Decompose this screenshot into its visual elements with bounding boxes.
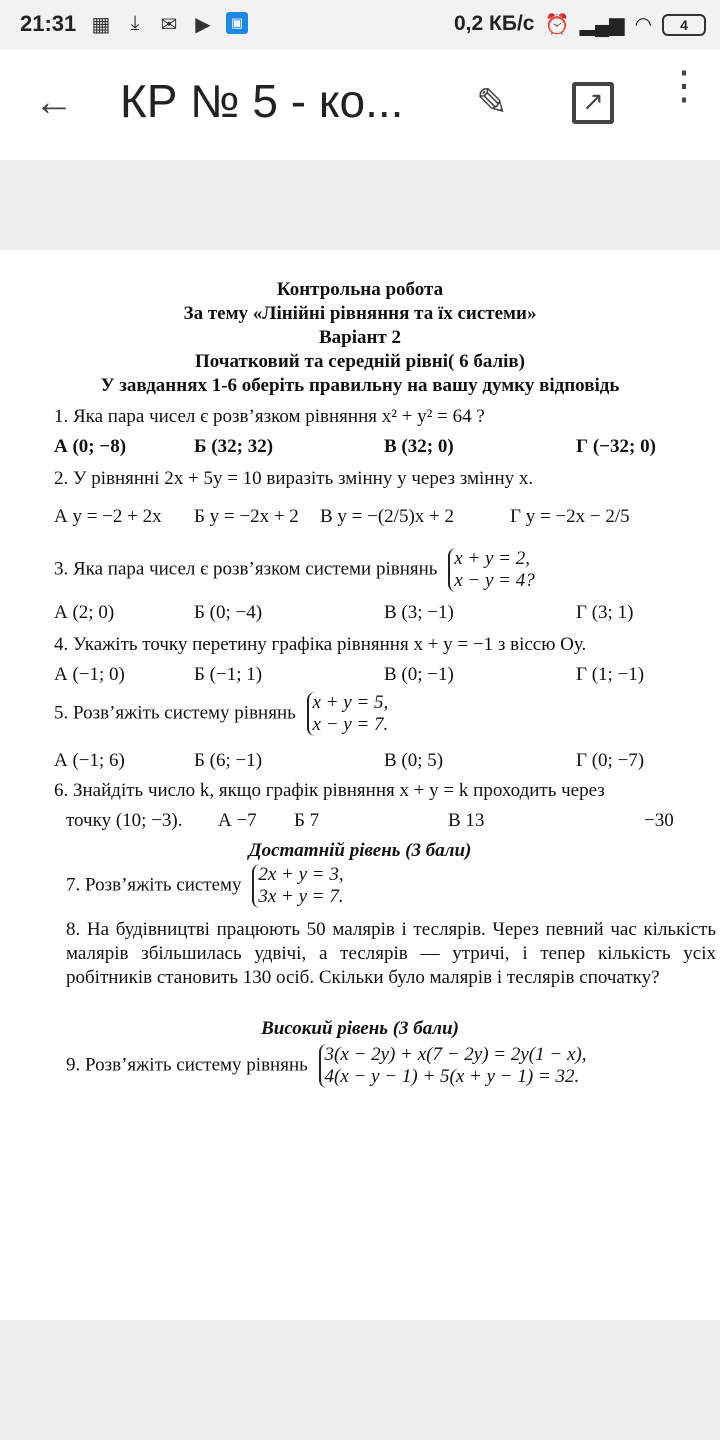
doc-heading-1: Контрольна робота [276,279,444,300]
q4-option-c: В (0; −1) [384,664,454,685]
q5-option-d: Г (0; −7) [576,750,645,771]
q6-option-b: Б 7 [294,810,320,831]
q7-eq-2: 3x + y = 7. [258,886,344,907]
q9-system [319,1044,587,1088]
app-notification-icon: ▣ [226,12,248,34]
question-3 [54,548,535,592]
q6-option-c: В 13 [448,810,485,831]
q6-option-d: −30 [644,810,674,831]
gmail-icon: ✉ [160,14,178,36]
status-right [545,12,706,37]
q3-eq-1: x + y = 2, [454,548,530,569]
q1-option-a: А (0; −8) [54,436,127,457]
status-bar [0,0,720,50]
wifi-icon: ◠ [634,14,652,36]
question-9-text: 9. Розв’яжіть систему рівнянь [66,1054,308,1076]
doc-heading-4: Початковий та середній рівні( 6 балів) [194,351,526,372]
q3-system [448,548,535,592]
q5-eq-1: x + y = 5, [312,692,389,713]
open-external-icon[interactable]: ↗ [572,82,614,124]
doc-heading-3: Варіант 2 [318,327,402,348]
play-store-icon: ▶ [195,14,211,36]
back-arrow-icon[interactable]: ← [34,80,74,124]
doc-heading-5: У завданнях 1-6 оберіть правильну на вашу думку відповідь [100,375,620,396]
q2-option-c: В y = −(2/5)x + 2 [320,506,455,527]
q2-option-a: А y = −2 + 2x [54,506,162,527]
q3-option-a: А (2; 0) [54,602,115,623]
app-bar [0,50,720,160]
q1-option-b: Б (32; 32) [194,436,274,457]
notification-icons [90,12,248,37]
q9-eq-2: 4(x − y − 1) + 5(x + y − 1) = 32. [324,1066,580,1087]
status-time: 21:31 [20,11,77,36]
q5-system [307,692,389,736]
download-icon: ⤓ [130,12,140,34]
question-3-text: 3. Яка пара чисел є розв’язком системи рівнянь [54,558,438,580]
network-speed: 0,2 КБ/с [454,12,535,35]
q3-eq-2: x − y = 4? [454,570,535,591]
q4-option-a: А (−1; 0) [54,664,125,685]
q5-eq-2: x − y = 7. [312,714,389,735]
battery-icon: 4 [662,14,706,36]
edit-pencil-icon[interactable]: ✎ [476,82,508,124]
q5-option-a: А (−1; 6) [54,750,125,771]
question-9 [66,1044,586,1088]
q2-option-b: Б y = −2x + 2 [194,506,299,527]
doc-heading-2: За тему «Лінійні рівняння та їх системи» [183,303,537,324]
q6-option-a: А −7 [218,810,257,831]
question-6-line-2: точку (10; −3). [66,810,183,831]
q5-option-b: Б (6; −1) [194,750,263,771]
q1-option-d: Г (−32; 0) [576,436,656,457]
question-6-line-1: 6. Знайдіть число k, якщо графік рівняння x + y = k проходить через [54,780,605,801]
q3-option-c: В (3; −1) [384,602,454,623]
question-5-text: 5. Розв’яжіть систему рівнянь [54,702,296,724]
more-vert-icon[interactable]: ⋮ [664,64,704,108]
signal-icon: ▂▄▆ [579,14,625,36]
q7-eq-1: 2x + y = 3, [258,864,344,885]
q5-option-c: В (0; 5) [384,750,444,771]
q2-option-d: Г y = −2x − 2/5 [510,506,630,527]
q4-option-b: Б (−1; 1) [194,664,263,685]
alarm-icon: ⏰ [544,14,570,36]
question-5 [54,692,388,736]
question-2: 2. У рівнянні 2x + 5y = 10 виразіть змінну у через змінну х. [54,468,534,489]
q9-eq-1: 3(x − 2y) + x(7 − 2y) = 2y(1 − x), [324,1044,587,1065]
document-page [0,250,720,1320]
q3-option-b: Б (0; −4) [194,602,263,623]
level-3-heading: Високий рівень (3 бали) [261,1018,459,1039]
document-title: КР № 5 - ко... [120,75,404,127]
question-7-text: 7. Розв’яжіть систему [66,874,242,896]
question-4: 4. Укажіть точку перетину графіка рівняння x + y = −1 з віссю Оу. [54,634,587,655]
grid-icon: ▦ [91,14,111,36]
q1-option-c: В (32; 0) [384,436,454,457]
question-1: 1. Яка пара чисел є розв’язком рівняння x² + y² = 64 ? [54,406,485,427]
level-2-heading: Достатній рівень (3 бали) [248,840,472,861]
question-8: 8. На будівництві працюють 50 малярів і теслярів. Через певний час кількість малярів збільшилась удвічі, а теслярів — утричі, і тепер кількість усіх робітників становить 130 осіб. Скільки було малярів і теслярів спочатку? [66,919,716,988]
q7-system [252,864,343,908]
question-7 [66,864,344,908]
q4-option-d: Г (1; −1) [576,664,645,685]
q3-option-d: Г (3; 1) [576,602,634,623]
